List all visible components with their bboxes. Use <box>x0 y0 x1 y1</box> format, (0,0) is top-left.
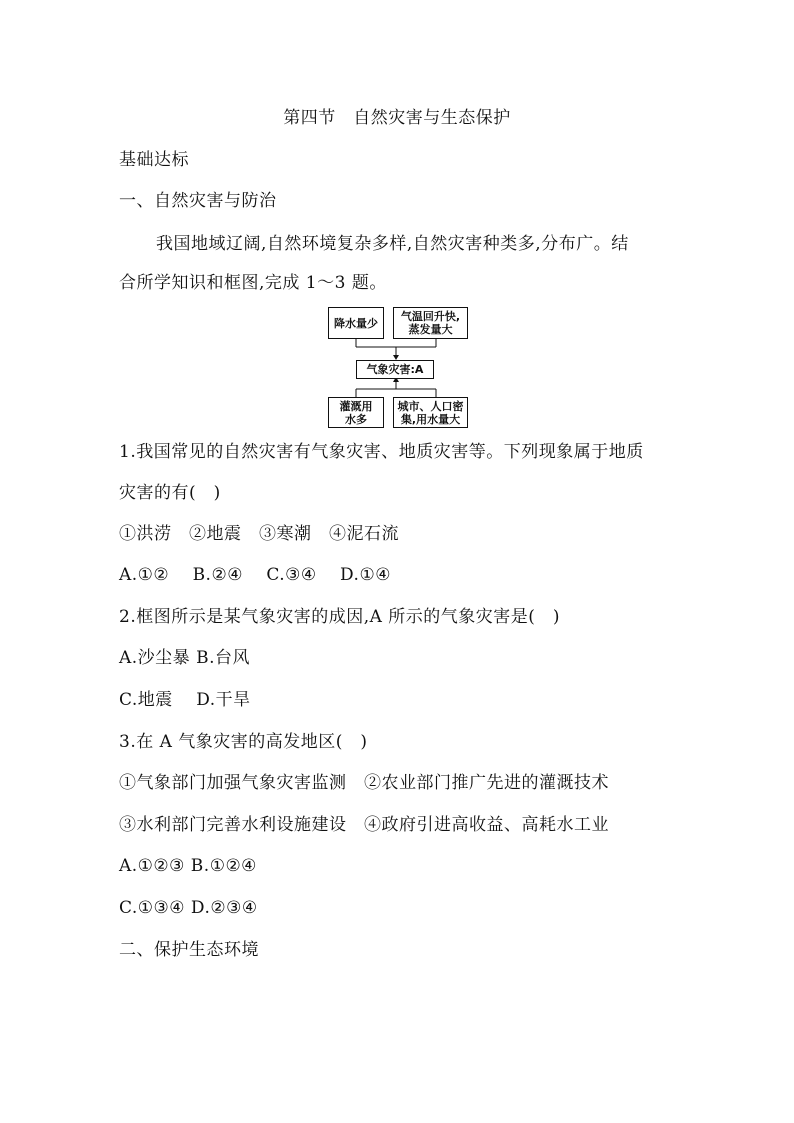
q3-stem: 3.在 A 气象灾害的高发地区( ) <box>119 732 368 752</box>
cause-box-urban-use: 城市、人口密 集,用水量大 <box>393 397 468 428</box>
part1-heading: 一、自然灾害与防治 <box>119 191 277 211</box>
q2-options-line2: C.地震 D.干旱 <box>119 690 251 710</box>
section-label: 基础达标 <box>119 150 189 170</box>
cause-box-low-rainfall: 降水量少 <box>328 307 384 339</box>
hazard-box-a: 气象灾害:A <box>356 360 434 379</box>
q3-items-line2: ③水利部门完善水利设施建设 ④政府引进高收益、高耗水工业 <box>119 815 609 835</box>
q2-options-line1: A.沙尘暴 B.台风 <box>119 648 250 668</box>
cause-box-evaporation: 气温回升快, 蒸发量大 <box>393 307 468 339</box>
q3-items-line1: ①气象部门加强气象灾害监测 ②农业部门推广先进的灌溉技术 <box>119 773 609 793</box>
intro-text-line1: 我国地域辽阔,自然环境复杂多样,自然灾害种类多,分布广。结 <box>156 234 629 254</box>
q3-options-line2: C.①③④ D.②③④ <box>119 898 258 918</box>
page-title: 第四节 自然灾害与生态保护 <box>283 108 511 128</box>
part2-heading: 二、保护生态环境 <box>119 940 259 960</box>
q3-options-line1: A.①②③ B.①②④ <box>119 856 257 876</box>
q1-stem-line2: 灾害的有( ) <box>119 483 221 503</box>
q2-stem: 2.框图所示是某气象灾害的成因,A 所示的气象灾害是( ) <box>119 607 561 627</box>
q1-items: ①洪涝 ②地震 ③寒潮 ④泥石流 <box>119 524 399 544</box>
cause-box-irrigation: 灌溉用 水多 <box>328 397 384 428</box>
q1-stem-line1: 1.我国常见的自然灾害有气象灾害、地质灾害等。下列现象属于地质 <box>119 442 644 462</box>
intro-text-line2: 合所学知识和框图,完成 1～3 题。 <box>119 273 387 293</box>
q1-options: A.①② B.②④ C.③④ D.①④ <box>119 565 391 585</box>
cause-flow-diagram <box>326 305 468 428</box>
